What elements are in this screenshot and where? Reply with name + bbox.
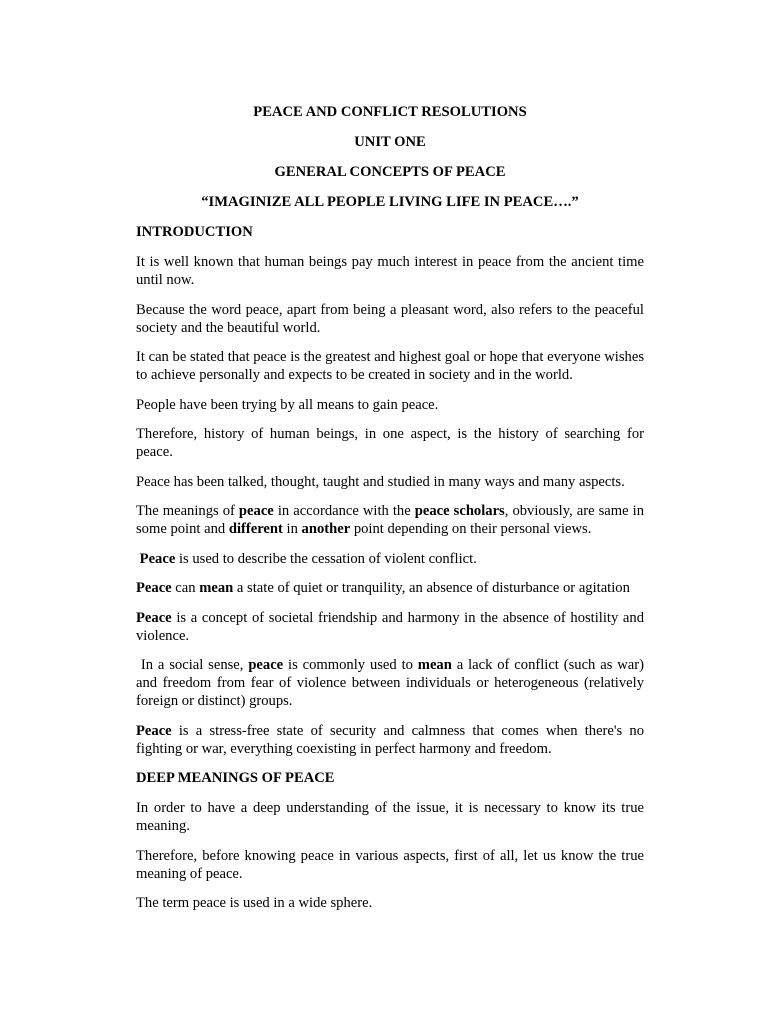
paragraph: Therefore, history of human beings, in one aspect, is the history of searching for peace. [136,426,644,460]
paragraph [136,550,644,568]
paragraph [136,579,644,597]
paragraph [136,656,644,710]
bold-term: peace [238,503,274,519]
document-page [136,103,644,924]
bold-term: peace [248,657,284,673]
bold-term: Peace [136,580,172,596]
bold-term: Peace [136,722,172,739]
paragraph [136,609,644,645]
paragraph: It can be stated that peace is the greatest and highest goal or hope that everyone wishes to achieve personally and expects to be created in society and in the world. [136,349,644,383]
text-run: a lack of conflict (such as war) and freedom from fear of violence between individuals or heterogeneous (relatively foreign or distinct) groups. [136,657,644,709]
text-run: is commonly used to [283,657,418,673]
chapter-title: GENERAL CONCEPTS OF PEACE [274,164,506,180]
bold-term: Peace [139,550,176,567]
paragraph: In order to have a deep understanding of the issue, it is necessary to know its true meaning. [136,800,644,834]
paragraph [136,722,644,758]
text-run: In a social sense, [140,657,249,673]
bold-term: mean [417,657,452,673]
text-run: is a concept of societal friendship and harmony in the absence of hostility and violence. [136,609,644,644]
paragraph [136,502,644,538]
text-run: a state of quiet or tranquility, an absence of disturbance or agitation [233,580,630,596]
quote-title: “IMAGINIZE ALL PEOPLE LIVING LIFE IN PEACE….” [201,194,579,210]
text-run: is used to describe the cessation of violent conflict. [175,550,477,567]
paragraph: Therefore, before knowing peace in various aspects, first of all, let us know the true meaning of peace. [136,847,644,882]
bold-term: mean [199,580,234,596]
unit-title: UNIT ONE [354,134,426,150]
paragraph: People have been trying by all means to gain peace. [136,396,439,413]
paragraph: The term peace is used in a wide sphere. [136,895,373,911]
text-run: in accordance with the [273,503,415,519]
course-title: PEACE AND CONFLICT RESOLUTIONS [253,104,527,120]
paragraph: Peace has been talked, thought, taught and studied in many ways and many aspects. [136,473,625,490]
text-run: point depending on their personal views. [350,521,592,537]
text-run: is a stress-free state of security and calmness that comes when there's no fighting or war, everything coexisting in perfect harmony and freedom. [136,722,644,757]
text-run: The meanings of [136,503,239,519]
paragraph: Because the word peace, apart from being a pleasant word, also refers to the peaceful society and the beautiful world. [136,301,644,336]
bold-term: peace scholars [414,503,505,519]
paragraph: It is well known that human beings pay much interest in peace from the ancient time until now. [136,254,644,288]
bold-term: Peace [136,609,172,626]
text-run: in [282,521,302,537]
text-run: , obviously, are same in some point and [136,503,645,537]
bold-term: another [301,521,351,537]
bold-term: different [228,521,283,537]
text-run: can [171,580,200,596]
introduction-heading: INTRODUCTION [136,224,253,240]
deep-meanings-heading: DEEP MEANINGS OF PEACE [136,770,335,786]
